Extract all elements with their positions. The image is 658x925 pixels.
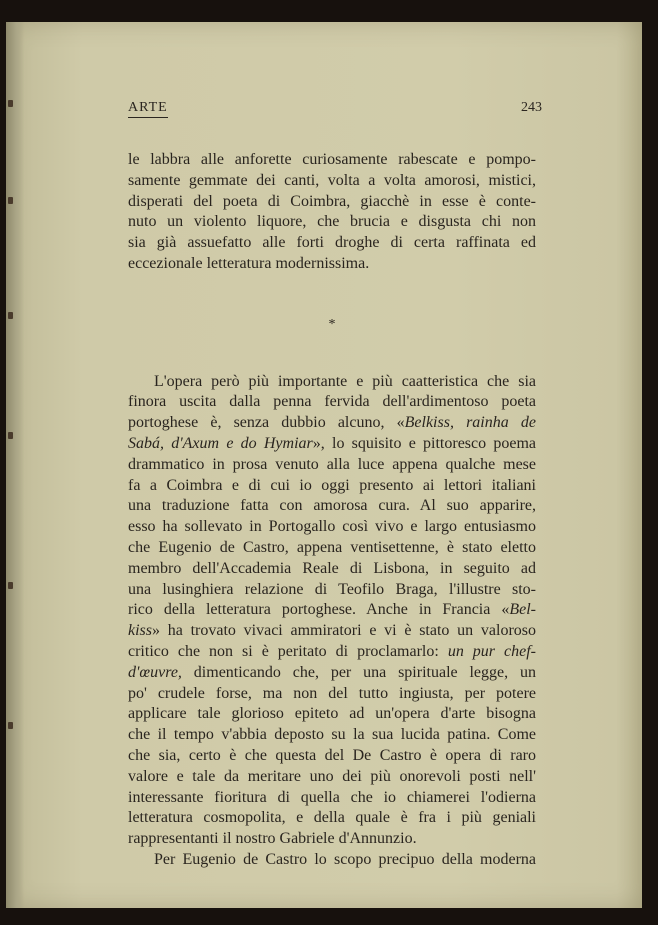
text-line: rico della letteratura portoghese. Anche in Francia «Bel- — [128, 601, 536, 619]
binding-mark — [8, 722, 13, 729]
text-line: finora uscita dalla penna fervida dell'ardimentoso poeta — [128, 393, 536, 411]
text-line: po' crudele forse, ma non del tutto ingiusta, per potere — [128, 684, 536, 702]
binding-mark — [8, 312, 13, 319]
text-line: Sabá, d'Axum e do Hymiar», lo squisito e pittoresco poema — [128, 434, 536, 452]
binding-mark — [8, 582, 13, 589]
text-line: drammatico in prosa venuto alla luce appena qualche mese — [128, 455, 536, 473]
text-line: applicare tale glorioso epiteto ad un'opera d'arte bisogna — [128, 705, 536, 723]
text-line: L'opera però più importante e più caatteristica che sia — [154, 372, 536, 390]
text-line: una traduzione fatta con amorosa cura. Al suo apparire, — [128, 497, 536, 515]
italic-phrase: un pur chef- — [447, 642, 536, 660]
text-line: kiss» ha trovato vivaci ammiratori e vi è stato un valoroso — [128, 622, 536, 640]
text-line: che Eugenio de Castro, appena ventisettenne, è stato eletto — [128, 538, 536, 556]
text-line: che il tempo v'abbia deposto su la sua lucida patina. Come — [128, 726, 536, 744]
text-line: Per Eugenio de Castro lo scopo precipuo della moderna — [154, 850, 536, 868]
text-line: rappresentanti il nostro Gabriele d'Annunzio. — [128, 830, 417, 848]
text-line: membro dell'Accademia Reale di Lisbona, in seguito ad — [128, 559, 536, 577]
text-line: sia già assuefatto alle forti droghe di certa raffinata ed — [128, 234, 536, 252]
text-line: letteratura cosmopolita, e della quale è fra i più geniali — [128, 809, 536, 827]
binding-mark — [8, 100, 13, 107]
text-line: eccezionale letteratura modernissima. — [128, 254, 370, 272]
text-line: interessante fioritura di quella che io chiamerei l'odierna — [128, 788, 536, 806]
text-line: portoghese è, senza dubbio alcuno, «Belkiss, rainha de — [128, 414, 536, 432]
body-text — [128, 150, 536, 871]
paragraph-2 — [128, 372, 536, 850]
section-separator: * — [328, 316, 336, 332]
text-line: nuto un violento liquore, che brucia e disgusta chi non — [128, 213, 536, 231]
binding-mark — [8, 432, 13, 439]
binding-mark — [8, 197, 13, 204]
text-line: disperati del poeta di Coimbra, giacchè in esse è conte- — [128, 192, 536, 210]
text-line: esso ha sollevato in Portogallo così vivo e largo entusiasmo — [128, 518, 536, 536]
text-line: valore e tale da meritare uno dei più onorevoli posti nell' — [128, 767, 536, 785]
paragraph-1 — [128, 150, 536, 275]
page-number: 243 — [521, 100, 542, 115]
text-line: samente gemmate dei canti, volta a volta amorosi, mistici, — [128, 171, 536, 189]
binding-marks — [6, 22, 20, 908]
italic-title: Belkiss, rainha de — [404, 414, 536, 432]
italic-title: Bel- — [509, 601, 536, 619]
text-line: fa a Coimbra e di cui io oggi presento ai lettori italiani — [128, 476, 536, 494]
italic-title: kiss — [128, 622, 152, 640]
italic-title: Sabá, d'Axum e do Hymiar — [128, 434, 313, 452]
book-page — [6, 22, 642, 908]
text-line: che sia, certo è che questa del De Castro è opera di raro — [128, 746, 536, 764]
text-line: critico che non si è peritato di proclamarlo: un pur chef- — [128, 642, 536, 660]
italic-phrase: d'œuvre, — [128, 663, 182, 681]
text-line: una lusinghiera relazione di Teofilo Braga, l'illustre sto- — [128, 580, 536, 598]
text-line: le labbra alle anforette curiosamente rabescate e pompo- — [128, 151, 536, 168]
paragraph-3 — [128, 850, 536, 871]
text-line: d'œuvre, dimenticando che, per una spirituale legge, un — [128, 663, 536, 681]
page-header — [128, 100, 542, 122]
running-title: ARTE — [128, 100, 168, 118]
